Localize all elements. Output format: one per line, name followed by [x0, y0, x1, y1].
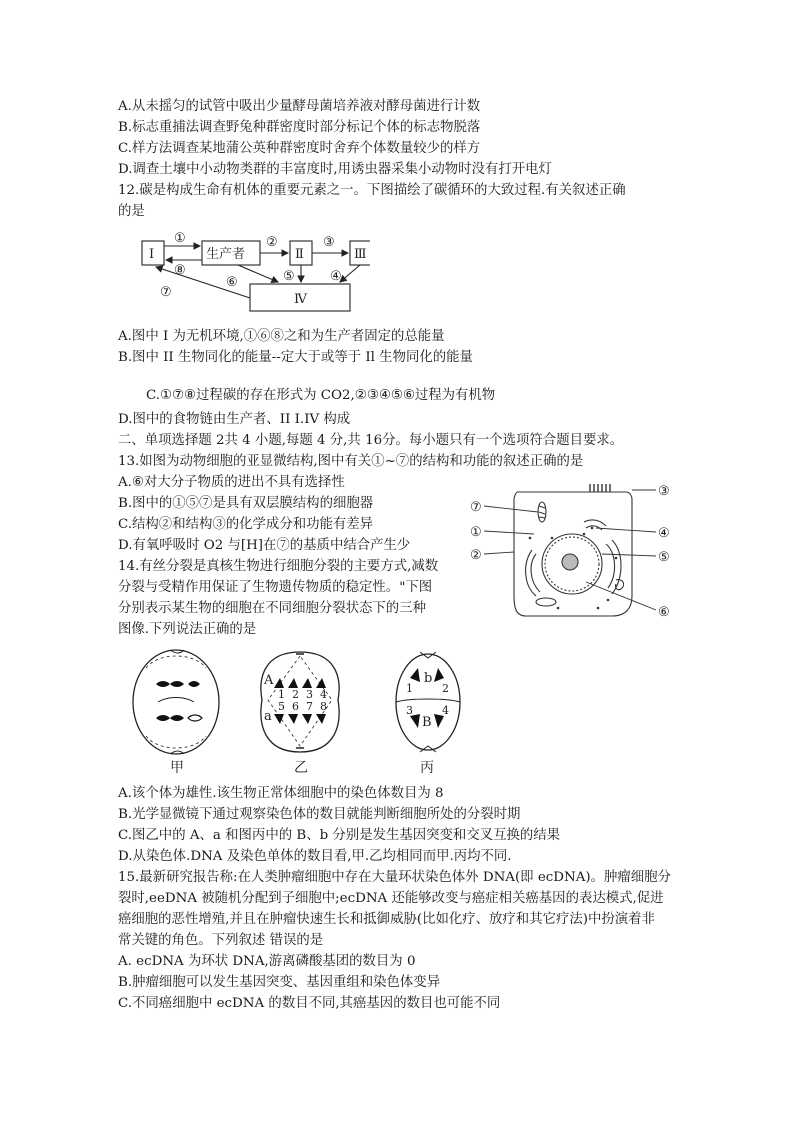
- animal-cell-figure: [466, 478, 676, 624]
- fig-b-num-2: 2: [292, 688, 299, 701]
- q14-option-a: A.该个体为雄性.该生物正常体细胞中的染色体数目为 8: [118, 786, 444, 801]
- q15-stem-line1: 15.最新研究报告称:在人类肿瘤细胞中存在大量环状染色体外 DNA(即 ecDNA)。肿瘤细胞分: [118, 870, 671, 885]
- q12-stem-line2: 的是: [118, 204, 145, 219]
- q15-stem-line3: 癌细胞的恶性增殖,并且在肿瘤快速生长和抵御威胁(比如化疗、放疗和其它疗法)中扮演着非: [118, 912, 655, 927]
- box-2-label: Ⅱ: [295, 247, 304, 262]
- q15-option-c: C.不同癌细胞中 ecDNA 的数目不同,其癌基因的数目也可能不同: [118, 996, 501, 1011]
- fig-b-num-6: 6: [292, 700, 299, 713]
- cell-label-7: ⑦: [470, 500, 482, 515]
- q11-option-b: B.标志重捕法调查野兔种群密度时部分标记个体的标志物脱落: [118, 120, 481, 135]
- q13-option-c: C.结构②和结构③的化学成分和功能有差异: [118, 517, 374, 532]
- cell-label-5: ⑤: [658, 550, 670, 565]
- cell-division-figures: [128, 638, 462, 778]
- q12-option-c: C.①⑦⑧过程碳的存在形式为 CO2,②③④⑤⑥过程为有机物: [146, 388, 496, 403]
- q11-option-c: C.样方法调查某地蒲公英种群密度时舍弃个体数量较少的样方: [118, 141, 481, 156]
- q13-option-b: B.图中的①⑤⑦是具有双层膜结构的细胞器: [118, 496, 374, 511]
- arrow-label-3: ③: [323, 235, 335, 250]
- arrow-label-4: ④: [330, 269, 342, 284]
- fig-caption-jia: 甲: [170, 760, 184, 776]
- fig-b-num-4: 4: [320, 688, 327, 701]
- cell-bing: [396, 654, 460, 750]
- q13-option-a: A.⑥对大分子物质的进出不具有选择性: [118, 475, 345, 490]
- fig-c-num-3: 3: [406, 704, 413, 717]
- fig-b-num-8: 8: [320, 700, 327, 713]
- q15-option-a: A. ecDNA 为环状 DNA,游离磷酸基团的数目为 0: [118, 954, 416, 969]
- fig-c-num-2: 2: [442, 682, 449, 695]
- q14-option-c: C.图乙中的 A、a 和图丙中的 B、b 分别是发生基因突变和交叉互换的结果: [118, 828, 561, 843]
- nucleolus: [562, 554, 578, 570]
- fig-c-num-1: 1: [406, 682, 413, 695]
- cell-yi: [261, 652, 339, 752]
- q14-stem-line1: 14.有丝分裂是真核生物进行细胞分裂的主要方式,减数: [118, 559, 439, 574]
- q15-stem-line4: 常关键的角色。下列叙述 错误的是: [118, 933, 324, 948]
- fig-c-label-b: b: [424, 671, 433, 686]
- q13-stem: 13.如图为动物细胞的亚显微结构,图中有关①~⑦的结构和功能的叙述正确的是: [118, 454, 584, 469]
- q14-option-b: B.光学显微镜下通过观察染色体的数目就能判断细胞所处的分裂时期: [118, 807, 521, 822]
- arrow-label-1: ①: [174, 231, 186, 246]
- arrow-label-7: ⑦: [160, 285, 172, 300]
- q15-option-b: B.肿瘤细胞可以发生基因突变、基因重组和染色体变异: [118, 975, 441, 990]
- box-4-label: Ⅳ: [294, 292, 307, 307]
- q12-option-b: B.图中 II 生物同化的能量--定大于或等于 Il 生物同化的能量: [118, 350, 473, 365]
- cell-label-2: ②: [470, 548, 482, 563]
- fig-b-label-a: a: [264, 709, 272, 724]
- q12-option-a: A.图中 I 为无机环境,①⑥⑧之和为生产者固定的总能量: [118, 329, 445, 344]
- cell-label-4: ④: [658, 526, 670, 541]
- fig-c-label-B: B: [422, 715, 432, 730]
- q14-option-d: D.从染色体.DNA 及染色单体的数目看,甲.乙均相同而甲.丙均不同.: [118, 849, 512, 864]
- fig-b-num-1: 1: [278, 688, 285, 701]
- q14-stem-line4: 图像.下列说法正确的是: [118, 622, 257, 637]
- q11-option-d: D.调查土壤中小动物类群的丰富度时,用诱虫器采集小动物时没有打开电灯: [118, 162, 552, 177]
- q14-stem-line3: 分别表示某生物的细胞在不同细胞分裂状态下的三种: [118, 601, 426, 616]
- fig-caption-bing: 丙: [420, 760, 434, 776]
- cell-jia: [133, 650, 219, 754]
- section-2-heading: 二、单项选择题 2共 4 小题,每题 4 分,共 16分。每小题只有一个选项符合题目要求。: [118, 433, 624, 448]
- fig-b-label-A: A: [264, 673, 274, 688]
- fig-c-num-4: 4: [442, 704, 449, 717]
- fig-caption-yi: 乙: [294, 760, 308, 776]
- box-producer-label: 生产者: [206, 247, 246, 262]
- q13-option-d: D.有氧呼吸时 O2 与[H]在⑦的基质中结合产生少: [118, 538, 411, 553]
- arrow-label-5: ⑤: [283, 269, 295, 284]
- microvilli: [590, 484, 610, 492]
- arrow-label-8: ⑧: [174, 263, 186, 278]
- mitochondrion-bottom: [536, 598, 556, 606]
- cell-label-3: ③: [658, 484, 670, 499]
- q12-option-d: D.图中的食物链由生产者、II I.IV 构成: [118, 412, 351, 427]
- box-1-label: Ⅰ: [149, 247, 155, 262]
- q11-option-a: A.从未摇匀的试管中吸出少量酵母菌培养液对酵母菌进行计数: [118, 99, 481, 114]
- carbon-cycle-diagram: [120, 228, 370, 318]
- q14-stem-line2: 分裂与受精作用保证了生物遗传物质的稳定性。"下图: [118, 580, 433, 595]
- fig-b-num-5: 5: [278, 700, 285, 713]
- q12-stem-line1: 12.碳是构成生命有机体的重要元素之一。下图描绘了碳循环的大致过程.有关叙述正确: [118, 183, 626, 198]
- cell-label-6: ⑥: [658, 605, 670, 620]
- box-3-label: Ⅲ: [354, 247, 367, 262]
- fig-b-num-7: 7: [306, 700, 313, 713]
- fig-b-num-3: 3: [306, 688, 313, 701]
- arrow-label-6: ⑥: [226, 275, 238, 290]
- q15-stem-line2: 裂时,eeDNA 被随机分配到子细胞中;ecDNA 还能够改变与癌症相关癌基因的表达模式,促进: [118, 891, 664, 906]
- arrow-label-2: ②: [266, 235, 278, 250]
- cell-label-1: ①: [470, 525, 482, 540]
